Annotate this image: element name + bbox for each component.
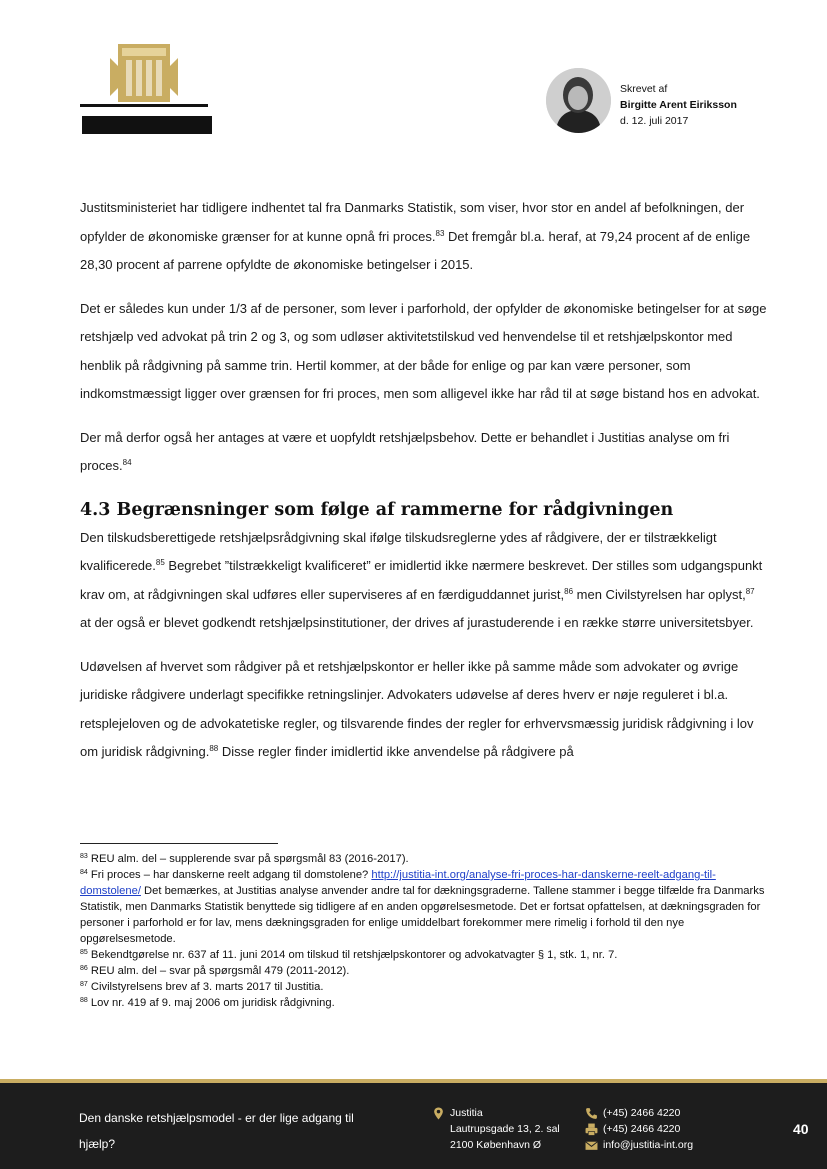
footnote-86: $^{86}$ REU alm. del – svar på spørgsmål 479 (2011-2012).	[80, 965, 350, 977]
footnote-84-link[interactable]: http://justitia-int.org/analyse-fri-proces-har-danskerne-reelt-adgang-til-domstolene/	[80, 869, 716, 897]
footnote-ref-85[interactable]: 85	[155, 558, 165, 567]
footer-fax: (+45) 2466 4220	[603, 1123, 681, 1135]
justitia-logo	[80, 44, 212, 136]
footnotes	[80, 851, 770, 1011]
footer-document-title: Den danske retshjælpsmodel - er der lige adgang til hjælp?	[79, 1111, 354, 1151]
footnote-ref-84[interactable]: 84	[122, 458, 132, 467]
footer-contact	[585, 1105, 693, 1153]
footnote-ref-86[interactable]: 86	[564, 586, 574, 596]
footnote-ref-87[interactable]: 87	[745, 586, 755, 596]
paragraph-couples: Det er således kun under 1/3 af de personer, som lever i parforhold, der opfylder de økonomiske betingelser for at søge retshjælp ved advokat på trin 2 og 3, og som udløser aktivitetstilskud ved henvendelse til et retshjælpskontor med henblik på rådgivning på samme trin. Hertil kommer, at der både for enlige og par kan være personer, som indkomstmæssigt ligger over grænsen for fri proces, men som alligevel ikke har råd til at søge bistand hos en advokat.	[80, 300, 767, 401]
footnote-85: $^{85}$ Bekendtgørelse nr. 637 af 11. juni 2014 om tilskud til retshjælpskontorer og advokatvagter § 1, stk. 1, nr. 7.	[80, 949, 618, 961]
paragraph-statistics: Justitsministeriet har tidligere indhentet tal fra Danmarks Statistik, som viser, hvor stor en andel af befolkningen, der opfylder de økonomiske grænser for at kunne opnå fri proces.$^{83}$ Det fremgår bl.a. heraf, at 79,24 procent af de enlige 28,30 procent af parrene opfyldte de økonomiske betingelser i 2015.	[80, 200, 751, 272]
footer-address	[432, 1105, 560, 1153]
paragraph-qualifications: Den tilskudsberettigede retshjælpsrådgivning skal ifølge tilskudsreglerne ydes af rådgivere, der er tilstrækkeligt kvalificerede.$^{85}$ Begrebet ”tilstrækkeligt kvalificeret” er imidlertid ikke nærmere beskrevet. Der stilles som udgangspunkt krav om, at rådgivningen skal udføres eller superviseres af en færdiguddannet jurist,$^{86}$ men Civilstyrelsen har oplyst,$^{87}$ at der også er blevet godkendt retshjælpsinstitutioner, der drives af jurastuderende i en række større universitetsbyer.	[80, 529, 763, 630]
fax-icon	[585, 1123, 598, 1136]
author-written-by: Skrevet af	[620, 83, 668, 95]
footer-org-name: Justitia	[450, 1107, 483, 1119]
paragraph-unmet-need: Der må derfor også her antages at være et uopfyldt retshjælpsbehov. Dette er behandlet i Justitias analyse om fri proces.$^{84}$	[80, 429, 730, 473]
article-body	[80, 194, 768, 782]
phone-icon	[585, 1107, 598, 1120]
footer-phone[interactable]: (+45) 2466 4220	[603, 1107, 681, 1119]
footer-address-line2: 2100 København Ø	[450, 1139, 542, 1151]
author-avatar	[546, 68, 611, 133]
author-block	[546, 68, 766, 136]
paragraph-regulation: Udøvelsen af hvervet som rådgiver på et retshjælpskontor er heller ikke på samme måde som advokater og øvrige juridiske rådgivere underlagt specifikke retningslinjer. Advokaters udøvelse af deres hverv er nøje reguleret i bl.a. retsplejeloven og de advokatetiske regler, og tilsvarende findes der regler for erhvervsmæssig juridisk rådgivning i lov om juridisk rådgivning.$^{88}$ Disse regler finder imidlertid ikke anvendelse på rådgivere på	[80, 658, 754, 759]
footer-email[interactable]: info@justitia-int.org	[603, 1139, 694, 1151]
location-pin-icon	[432, 1107, 445, 1120]
footer-address-line1: Lautrupsgade 13, 2. sal	[450, 1123, 560, 1135]
footnote-ref-88[interactable]: 88	[209, 744, 219, 753]
footnote-83: $^{83}$ REU alm. del – supplerende svar på spørgsmål 83 (2016-2017).	[80, 853, 409, 865]
footnote-88: $^{88}$ Lov nr. 419 af 9. maj 2006 om juridisk rådgivning.	[80, 997, 335, 1009]
footnote-84: $^{84}$ Fri proces – har danskerne reelt adgang til domstolene? http://justitia-int.org/analyse-fri-proces-har-danskerne-reelt-adgang-til-domstolene/ Det bemærkes, at Justitias analyse anvender andre tal for dækningsgraderne. Tallene stammer i begge tilfælde fra Danmarks Statistik, men Danmarks Statistik benyttede sig tidligere af en anden opgørelsesmetode. Det er fortsat opfattelsen, at dækningsgraden for personer i parforhold er for lav, mens dækningsgraden for enlige umiddelbart forekommer mere rimelig i forhold til den nye opgørelsesmetode.	[80, 869, 765, 945]
section-heading: 4.3 Begrænsninger som følge af rammerne for rådgivningen	[80, 499, 674, 520]
footnote-87: $^{87}$ Civilstyrelsens brev af 3. marts 2017 til Justitia.	[80, 981, 324, 993]
page-footer	[0, 1079, 827, 1169]
email-icon	[585, 1139, 598, 1152]
page-number: 40	[793, 1121, 809, 1137]
author-date: d. 12. juli 2017	[620, 115, 689, 127]
footnote-divider	[80, 843, 278, 844]
author-name: Birgitte Arent Eiriksson	[620, 99, 737, 111]
footnote-ref-83[interactable]: 83	[435, 228, 445, 238]
